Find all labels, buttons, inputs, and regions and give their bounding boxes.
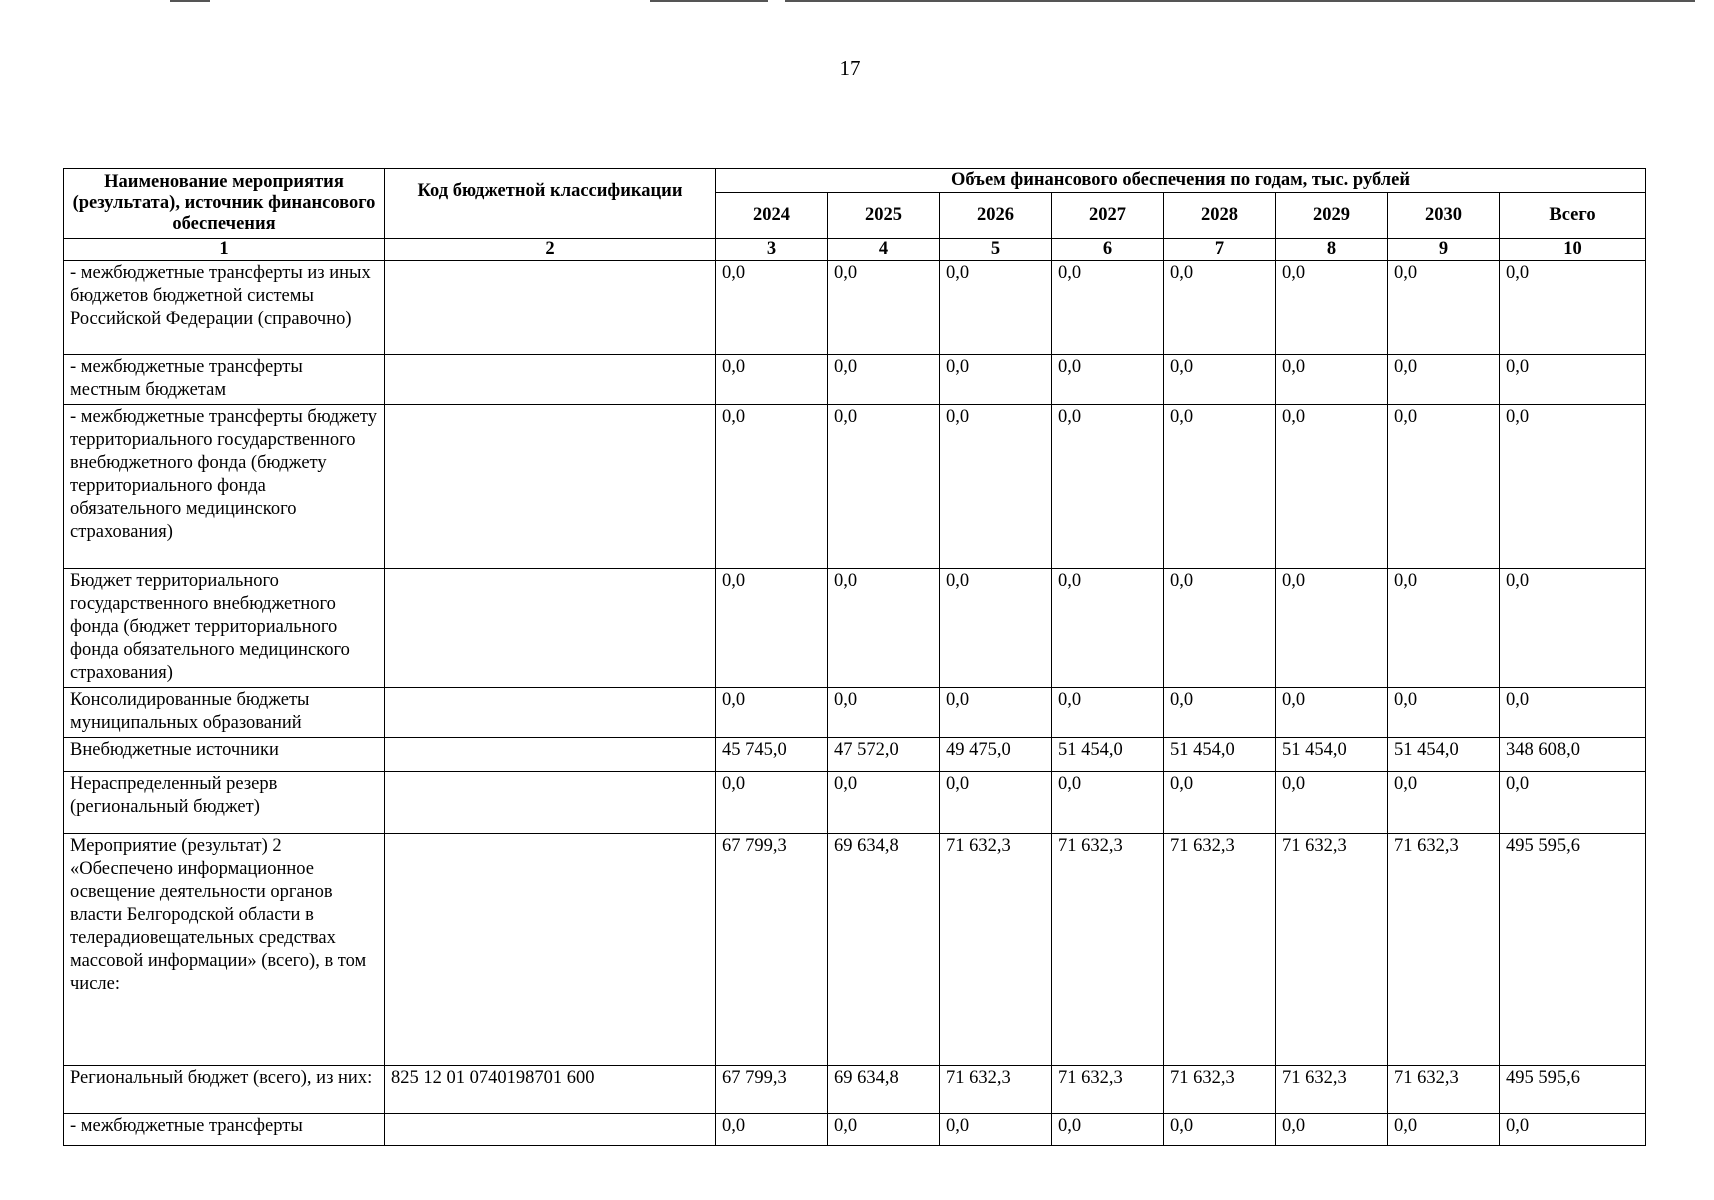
row-value: 0,0 [716, 261, 828, 355]
row-value: 0,0 [716, 405, 828, 569]
row-value: 348 608,0 [1500, 738, 1646, 772]
row-value: 0,0 [1052, 772, 1164, 834]
row-value: 0,0 [1388, 569, 1500, 688]
page-number: 17 [839, 56, 861, 80]
row-value: 0,0 [1388, 405, 1500, 569]
row-value: 71 632,3 [1052, 834, 1164, 1066]
table-row [64, 569, 1646, 688]
row-value: 51 454,0 [1276, 738, 1388, 772]
table-row [64, 261, 1646, 355]
row-value: 0,0 [940, 355, 1052, 405]
row-value: 0,0 [1388, 688, 1500, 738]
row-value: 0,0 [1388, 261, 1500, 355]
financing-table [63, 168, 1646, 1146]
row-value: 0,0 [940, 569, 1052, 688]
column-number: 6 [1052, 239, 1164, 261]
table-row-bold [64, 834, 1646, 1066]
row-value: 0,0 [1276, 569, 1388, 688]
column-number-row [64, 239, 1646, 261]
row-value: 51 454,0 [1388, 738, 1500, 772]
header-code: Код бюджетной классификации [385, 169, 716, 239]
row-value: 0,0 [940, 772, 1052, 834]
row-value: 0,0 [940, 405, 1052, 569]
row-value: 0,0 [1276, 772, 1388, 834]
row-value: 0,0 [828, 569, 940, 688]
row-name: - межбюджетные трансферты из иных бюджетов бюджетной системы Российской Федерации (справочно) [64, 261, 385, 355]
row-value: 0,0 [1276, 688, 1388, 738]
row-name: - межбюджетные трансферты местным бюджетам [64, 355, 385, 405]
row-value: 0,0 [828, 1114, 940, 1146]
row-value: 0,0 [1052, 1114, 1164, 1146]
scan-top-line [785, 0, 1695, 2]
row-name: - межбюджетные трансферты бюджету территориального государственного внебюджетного фонда (бюджету территориального фонда обязательного медицинского страхования) [64, 405, 385, 569]
row-code [385, 405, 716, 569]
column-number: 4 [828, 239, 940, 261]
column-number: 7 [1164, 239, 1276, 261]
row-value: 0,0 [1052, 261, 1164, 355]
column-number: 8 [1276, 239, 1388, 261]
row-value: 0,0 [1500, 688, 1646, 738]
header-year: 2027 [1052, 193, 1164, 239]
header-year: 2025 [828, 193, 940, 239]
row-value: 67 799,3 [716, 1066, 828, 1114]
row-value: 0,0 [828, 688, 940, 738]
header-year: 2028 [1164, 193, 1276, 239]
row-value: 0,0 [716, 772, 828, 834]
header-volume: Объем финансового обеспечения по годам, тыс. рублей [716, 169, 1646, 193]
row-value: 0,0 [1276, 1114, 1388, 1146]
row-value: 71 632,3 [1388, 1066, 1500, 1114]
row-code [385, 355, 716, 405]
row-value: 71 632,3 [1164, 834, 1276, 1066]
row-value: 0,0 [828, 772, 940, 834]
row-value: 69 634,8 [828, 834, 940, 1066]
column-number: 3 [716, 239, 828, 261]
row-value: 0,0 [1164, 1114, 1276, 1146]
row-name: Бюджет территориального государственного внебюджетного фонда (бюджет территориального фонда обязательного медицинского страхования) [64, 569, 385, 688]
header-year: 2029 [1276, 193, 1388, 239]
table-row [64, 1114, 1646, 1146]
row-value: 49 475,0 [940, 738, 1052, 772]
column-number: 2 [385, 239, 716, 261]
row-value: 67 799,3 [716, 834, 828, 1066]
header-year: 2024 [716, 193, 828, 239]
row-value: 0,0 [1500, 355, 1646, 405]
row-value: 0,0 [940, 1114, 1052, 1146]
row-value: 47 572,0 [828, 738, 940, 772]
row-value: 0,0 [1052, 355, 1164, 405]
row-code [385, 772, 716, 834]
row-code [385, 688, 716, 738]
header-year: 2026 [940, 193, 1052, 239]
row-value: 0,0 [940, 261, 1052, 355]
column-number: 9 [1388, 239, 1500, 261]
row-value: 0,0 [1276, 355, 1388, 405]
header-name: Наименование мероприятия (результата), источник финансового обеспечения [64, 169, 385, 239]
row-value: 71 632,3 [1164, 1066, 1276, 1114]
row-value: 0,0 [1164, 355, 1276, 405]
row-value: 71 632,3 [940, 834, 1052, 1066]
column-number: 10 [1500, 239, 1646, 261]
row-value: 0,0 [1500, 569, 1646, 688]
row-name: Внебюджетные источники [64, 738, 385, 772]
row-value: 51 454,0 [1164, 738, 1276, 772]
row-value: 0,0 [716, 355, 828, 405]
row-value: 71 632,3 [1388, 834, 1500, 1066]
row-value: 0,0 [940, 688, 1052, 738]
row-name: Нераспределенный резерв (региональный бюджет) [64, 772, 385, 834]
row-value: 495 595,6 [1500, 834, 1646, 1066]
table-row [64, 1066, 1646, 1114]
row-value: 71 632,3 [1052, 1066, 1164, 1114]
table-row [64, 738, 1646, 772]
row-value: 0,0 [1164, 569, 1276, 688]
row-value: 0,0 [1052, 405, 1164, 569]
column-number: 1 [64, 239, 385, 261]
scan-top-line [650, 0, 768, 2]
row-value: 69 634,8 [828, 1066, 940, 1114]
row-value: 0,0 [716, 569, 828, 688]
row-value: 495 595,6 [1500, 1066, 1646, 1114]
header-row-top [64, 169, 1646, 193]
row-value: 71 632,3 [1276, 834, 1388, 1066]
row-value: 0,0 [716, 688, 828, 738]
row-value: 0,0 [828, 355, 940, 405]
row-value: 0,0 [1388, 1114, 1500, 1146]
row-value: 71 632,3 [940, 1066, 1052, 1114]
row-value: 0,0 [1388, 772, 1500, 834]
row-value: 0,0 [1276, 405, 1388, 569]
row-value: 0,0 [1164, 261, 1276, 355]
row-value: 71 632,3 [1276, 1066, 1388, 1114]
row-name: Консолидированные бюджеты муниципальных образований [64, 688, 385, 738]
row-value: 0,0 [828, 261, 940, 355]
row-value: 0,0 [1276, 261, 1388, 355]
row-value: 0,0 [1500, 1114, 1646, 1146]
row-value: 0,0 [716, 1114, 828, 1146]
table-row [64, 772, 1646, 834]
row-value: 0,0 [1500, 772, 1646, 834]
row-value: 0,0 [1500, 405, 1646, 569]
row-name: - межбюджетные трансферты [64, 1114, 385, 1146]
row-code [385, 738, 716, 772]
row-value: 0,0 [1164, 405, 1276, 569]
row-name: Мероприятие (результат) 2 «Обеспечено информационное освещение деятельности органов власти Белгородской области в телерадиовещательных средствах массовой информации» (всего), в том числе: [64, 834, 385, 1066]
table-row [64, 405, 1646, 569]
row-value: 0,0 [1500, 261, 1646, 355]
table-row [64, 688, 1646, 738]
row-value: 0,0 [1164, 772, 1276, 834]
row-code [385, 834, 716, 1066]
row-code [385, 1114, 716, 1146]
table-row [64, 355, 1646, 405]
row-value: 0,0 [1052, 688, 1164, 738]
row-value: 0,0 [1052, 569, 1164, 688]
row-code [385, 569, 716, 688]
row-code [385, 261, 716, 355]
row-value: 0,0 [828, 405, 940, 569]
row-code: 825 12 01 0740198701 600 [385, 1066, 716, 1114]
row-value: 51 454,0 [1052, 738, 1164, 772]
row-value: 45 745,0 [716, 738, 828, 772]
row-name: Региональный бюджет (всего), из них: [64, 1066, 385, 1114]
row-value: 0,0 [1164, 688, 1276, 738]
header-year: 2030 [1388, 193, 1500, 239]
column-number: 5 [940, 239, 1052, 261]
row-value: 0,0 [1388, 355, 1500, 405]
scan-top-line [170, 0, 210, 2]
header-total: Всего [1500, 193, 1646, 239]
